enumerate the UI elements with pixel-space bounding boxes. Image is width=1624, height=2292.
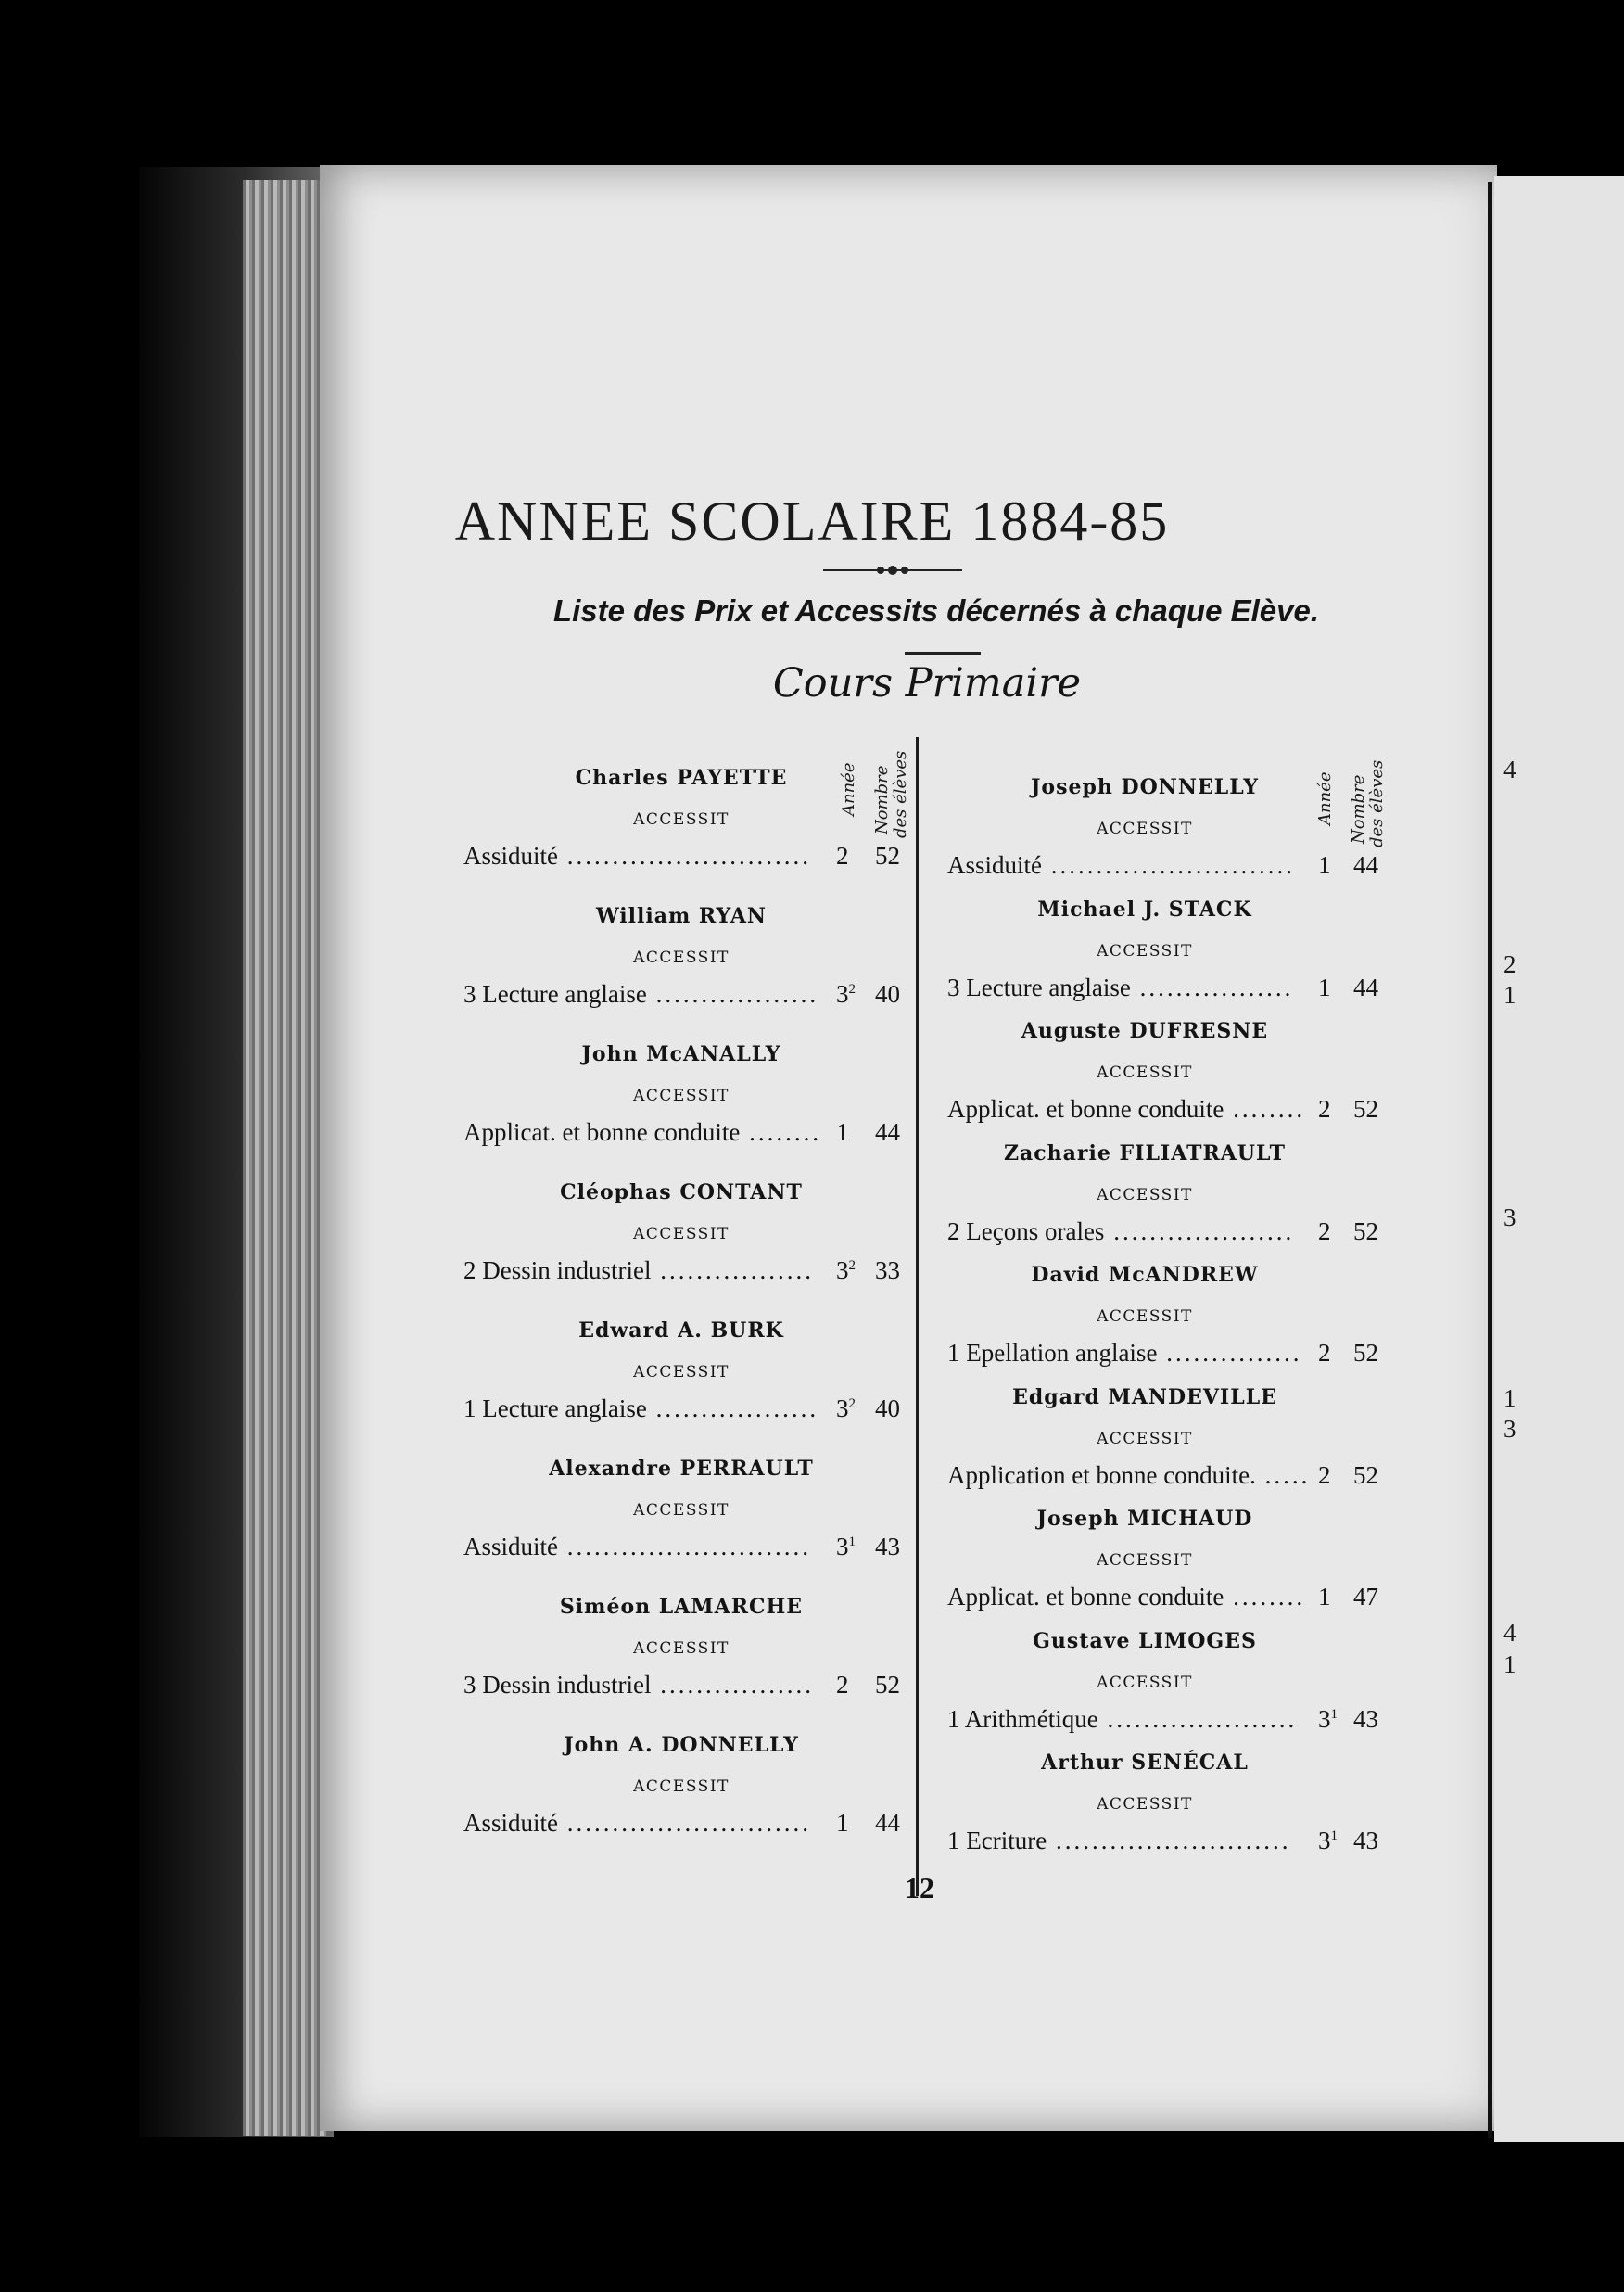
- eleves-value: 33: [875, 1256, 900, 1284]
- student-name: Cléophas CONTANT: [560, 1180, 803, 1204]
- dot-leader: .....: [1255, 1460, 1311, 1489]
- facing-page-edge: [1494, 176, 1624, 2142]
- annee-value: 2: [836, 1671, 849, 1699]
- eleves-value: 40: [875, 980, 900, 1008]
- accessit-label: ACCESSIT: [1097, 1795, 1193, 1814]
- header-nombre: Nombre: [872, 765, 892, 834]
- facing-page-fragment: 2: [1503, 950, 1516, 978]
- prize-name: 1 Arithmétique .....................: [947, 1704, 1298, 1733]
- annee-value: 2: [1318, 1339, 1331, 1367]
- eleves-value: 44: [1353, 851, 1378, 879]
- annee-value: $3^2$: [836, 1256, 856, 1284]
- student-name: Auguste DUFRESNE: [1021, 1019, 1269, 1043]
- dot-leader: ........: [1224, 1095, 1306, 1123]
- eleves-value: 47: [1353, 1583, 1378, 1611]
- header-des-eleves: des élèves: [1367, 759, 1387, 847]
- annee-superscript: 1: [1330, 1706, 1338, 1722]
- student-name: Siméon LAMARCHE: [559, 1595, 804, 1619]
- eleves-value: 52: [875, 842, 900, 870]
- accessit-label: ACCESSIT: [1097, 1673, 1193, 1692]
- annee-superscript: 2: [848, 1396, 856, 1411]
- eleves-value: 52: [1353, 1460, 1378, 1489]
- dot-leader: .....................: [1097, 1704, 1298, 1733]
- annee-value: 2: [1318, 1460, 1331, 1489]
- prize-name: Assiduité ...........................: [463, 1809, 812, 1837]
- student-name: William RYAN: [595, 904, 768, 928]
- annee-superscript: 1: [848, 1534, 856, 1549]
- annee-value: $3^1$: [1318, 1827, 1338, 1854]
- prize-name: Application et bonne conduite. .....: [947, 1460, 1311, 1489]
- accessit-label: ACCESSIT: [633, 1501, 730, 1520]
- prize-name: Assiduité ...........................: [463, 1533, 812, 1560]
- prize-name: 1 Ecriture ..........................: [947, 1827, 1291, 1854]
- prize-name: Applicat. et bonne conduite ........: [947, 1095, 1306, 1123]
- eleves-value: 43: [1353, 1704, 1378, 1733]
- student-name: Michael J. STACK: [1037, 897, 1252, 922]
- annee-value: 1: [1318, 973, 1331, 1001]
- dot-leader: ..................: [646, 1394, 819, 1422]
- annee-value: 1: [836, 1809, 849, 1837]
- header-annee: Année: [1315, 771, 1335, 825]
- student-name: Edgard MANDEVILLE: [1012, 1384, 1277, 1409]
- page-edges: [243, 180, 326, 2136]
- eleves-value: 43: [875, 1533, 900, 1560]
- annee-value: $3^1$: [1318, 1704, 1338, 1733]
- accessit-label: ACCESSIT: [633, 949, 730, 967]
- prize-name: 1 Lecture anglaise ..................: [463, 1394, 819, 1422]
- prize-name: Assiduité ...........................: [947, 851, 1296, 879]
- accessit-label: ACCESSIT: [633, 1087, 730, 1105]
- accessit-label: ACCESSIT: [633, 1225, 730, 1243]
- dot-leader: .................: [651, 1256, 814, 1284]
- accessit-label: ACCESSIT: [1097, 1551, 1193, 1570]
- facing-page-fragment: 3: [1503, 1415, 1516, 1443]
- annee-value: 2: [836, 842, 849, 870]
- prize-name: 2 Dessin industriel .................: [463, 1256, 814, 1284]
- accessit-label: ACCESSIT: [1097, 820, 1193, 838]
- dot-leader: ....................: [1104, 1216, 1295, 1245]
- eleves-value: 40: [875, 1394, 900, 1422]
- title-lead: ANNEE SCOLAIRE: [454, 490, 956, 552]
- accessit-label: ACCESSIT: [633, 810, 730, 829]
- dot-leader: ...........................: [558, 1533, 812, 1560]
- student-name: David McANDREW: [1031, 1263, 1259, 1287]
- dot-leader: ..........................: [1047, 1827, 1291, 1854]
- eleves-value: 52: [1353, 1095, 1378, 1123]
- dot-leader: ..................: [646, 980, 819, 1008]
- prize-name: Assiduité ...........................: [463, 842, 812, 870]
- student-name: Zacharie FILIATRAULT: [1003, 1140, 1287, 1165]
- dot-leader: ........: [1224, 1583, 1306, 1611]
- annee-value: 2: [1318, 1095, 1331, 1123]
- eleves-value: 44: [875, 1809, 900, 1837]
- annee-superscript: 1: [1330, 1828, 1338, 1843]
- student-name: Gustave LIMOGES: [1033, 1628, 1257, 1653]
- student-name: John McANALLY: [581, 1042, 781, 1066]
- accessit-label: ACCESSIT: [1097, 941, 1193, 961]
- accessit-label: ACCESSIT: [1097, 1429, 1193, 1448]
- title-year: 1884-85: [971, 490, 1170, 552]
- prize-name: 3 Lecture anglaise ..................: [463, 980, 819, 1008]
- list-subtitle: Liste des Prix et Accessits décernés à chaque Elève.: [552, 593, 1320, 628]
- annee-value: $3^1$: [836, 1533, 856, 1560]
- dot-leader: ...........................: [1042, 851, 1296, 879]
- page-title: [0, 490, 1624, 554]
- student-name: Joseph DONNELLY: [1031, 775, 1259, 799]
- student-name: Joseph MICHAUD: [1036, 1507, 1253, 1531]
- annee-value: 1: [836, 1118, 849, 1146]
- student-name: Edward A. BURK: [578, 1318, 784, 1343]
- dot-leader: .................: [651, 1671, 814, 1699]
- prize-name: 3 Lecture anglaise .................: [947, 973, 1294, 1001]
- annee-value: 1: [1318, 851, 1331, 879]
- eleves-value: 52: [875, 1671, 900, 1699]
- annee-superscript: 2: [848, 1258, 856, 1273]
- title-ornament: [823, 566, 962, 575]
- dot-leader: ...........................: [558, 842, 812, 870]
- header-annee: Année: [839, 762, 858, 816]
- annee-value: $3^2$: [836, 1394, 856, 1422]
- accessit-label: ACCESSIT: [1097, 1063, 1193, 1082]
- accessit-label: ACCESSIT: [1097, 1307, 1193, 1326]
- student-name: Alexandre PERRAULT: [549, 1457, 814, 1481]
- eleves-value: 52: [1353, 1339, 1378, 1367]
- page-number: 12: [905, 1871, 934, 1904]
- column-divider: [916, 737, 919, 1896]
- dot-leader: ........: [740, 1118, 822, 1146]
- accessit-label: ACCESSIT: [633, 1363, 730, 1382]
- facing-page-fragment: 1: [1503, 981, 1516, 1009]
- student-name: Charles PAYETTE: [575, 766, 788, 790]
- eleves-value: 44: [875, 1118, 900, 1146]
- section-heading: Cours Primaire: [772, 660, 1082, 707]
- annee-value: $3^2$: [836, 980, 856, 1008]
- header-nombre: Nombre: [1349, 774, 1368, 844]
- prize-name: Applicat. et bonne conduite ........: [463, 1118, 822, 1146]
- header-des-eleves: des élèves: [891, 750, 910, 838]
- subtitle-rule: [905, 652, 981, 655]
- dot-leader: ...............: [1157, 1339, 1302, 1367]
- facing-page-fragment: 4: [1503, 1619, 1516, 1647]
- annee-value: 1: [1318, 1583, 1331, 1611]
- accessit-label: ACCESSIT: [1097, 1185, 1193, 1204]
- gutter-rule: [1488, 182, 1492, 2138]
- eleves-value: 43: [1353, 1827, 1378, 1854]
- student-name: John A. DONNELLY: [564, 1733, 799, 1757]
- eleves-value: 44: [1353, 973, 1378, 1001]
- prize-name: 2 Leçons orales ....................: [947, 1216, 1295, 1245]
- accessit-label: ACCESSIT: [633, 1639, 730, 1658]
- student-name: Arthur SENÉCAL: [1041, 1751, 1249, 1775]
- dot-leader: .................: [1130, 973, 1294, 1001]
- facing-page-fragment: 1: [1503, 1650, 1516, 1678]
- eleves-value: 52: [1353, 1216, 1378, 1245]
- facing-page-fragment: 4: [1503, 756, 1516, 783]
- accessit-label: ACCESSIT: [633, 1777, 730, 1796]
- annee-value: 2: [1318, 1216, 1331, 1245]
- prize-name: 3 Dessin industriel .................: [463, 1671, 814, 1699]
- dot-leader: ...........................: [558, 1809, 812, 1837]
- facing-page-fragment: 1: [1503, 1384, 1516, 1412]
- prize-name: Applicat. et bonne conduite ........: [947, 1583, 1306, 1611]
- annee-superscript: 2: [848, 982, 856, 997]
- facing-page-fragment: 3: [1503, 1203, 1516, 1231]
- prize-name: 1 Epellation anglaise ...............: [947, 1339, 1302, 1367]
